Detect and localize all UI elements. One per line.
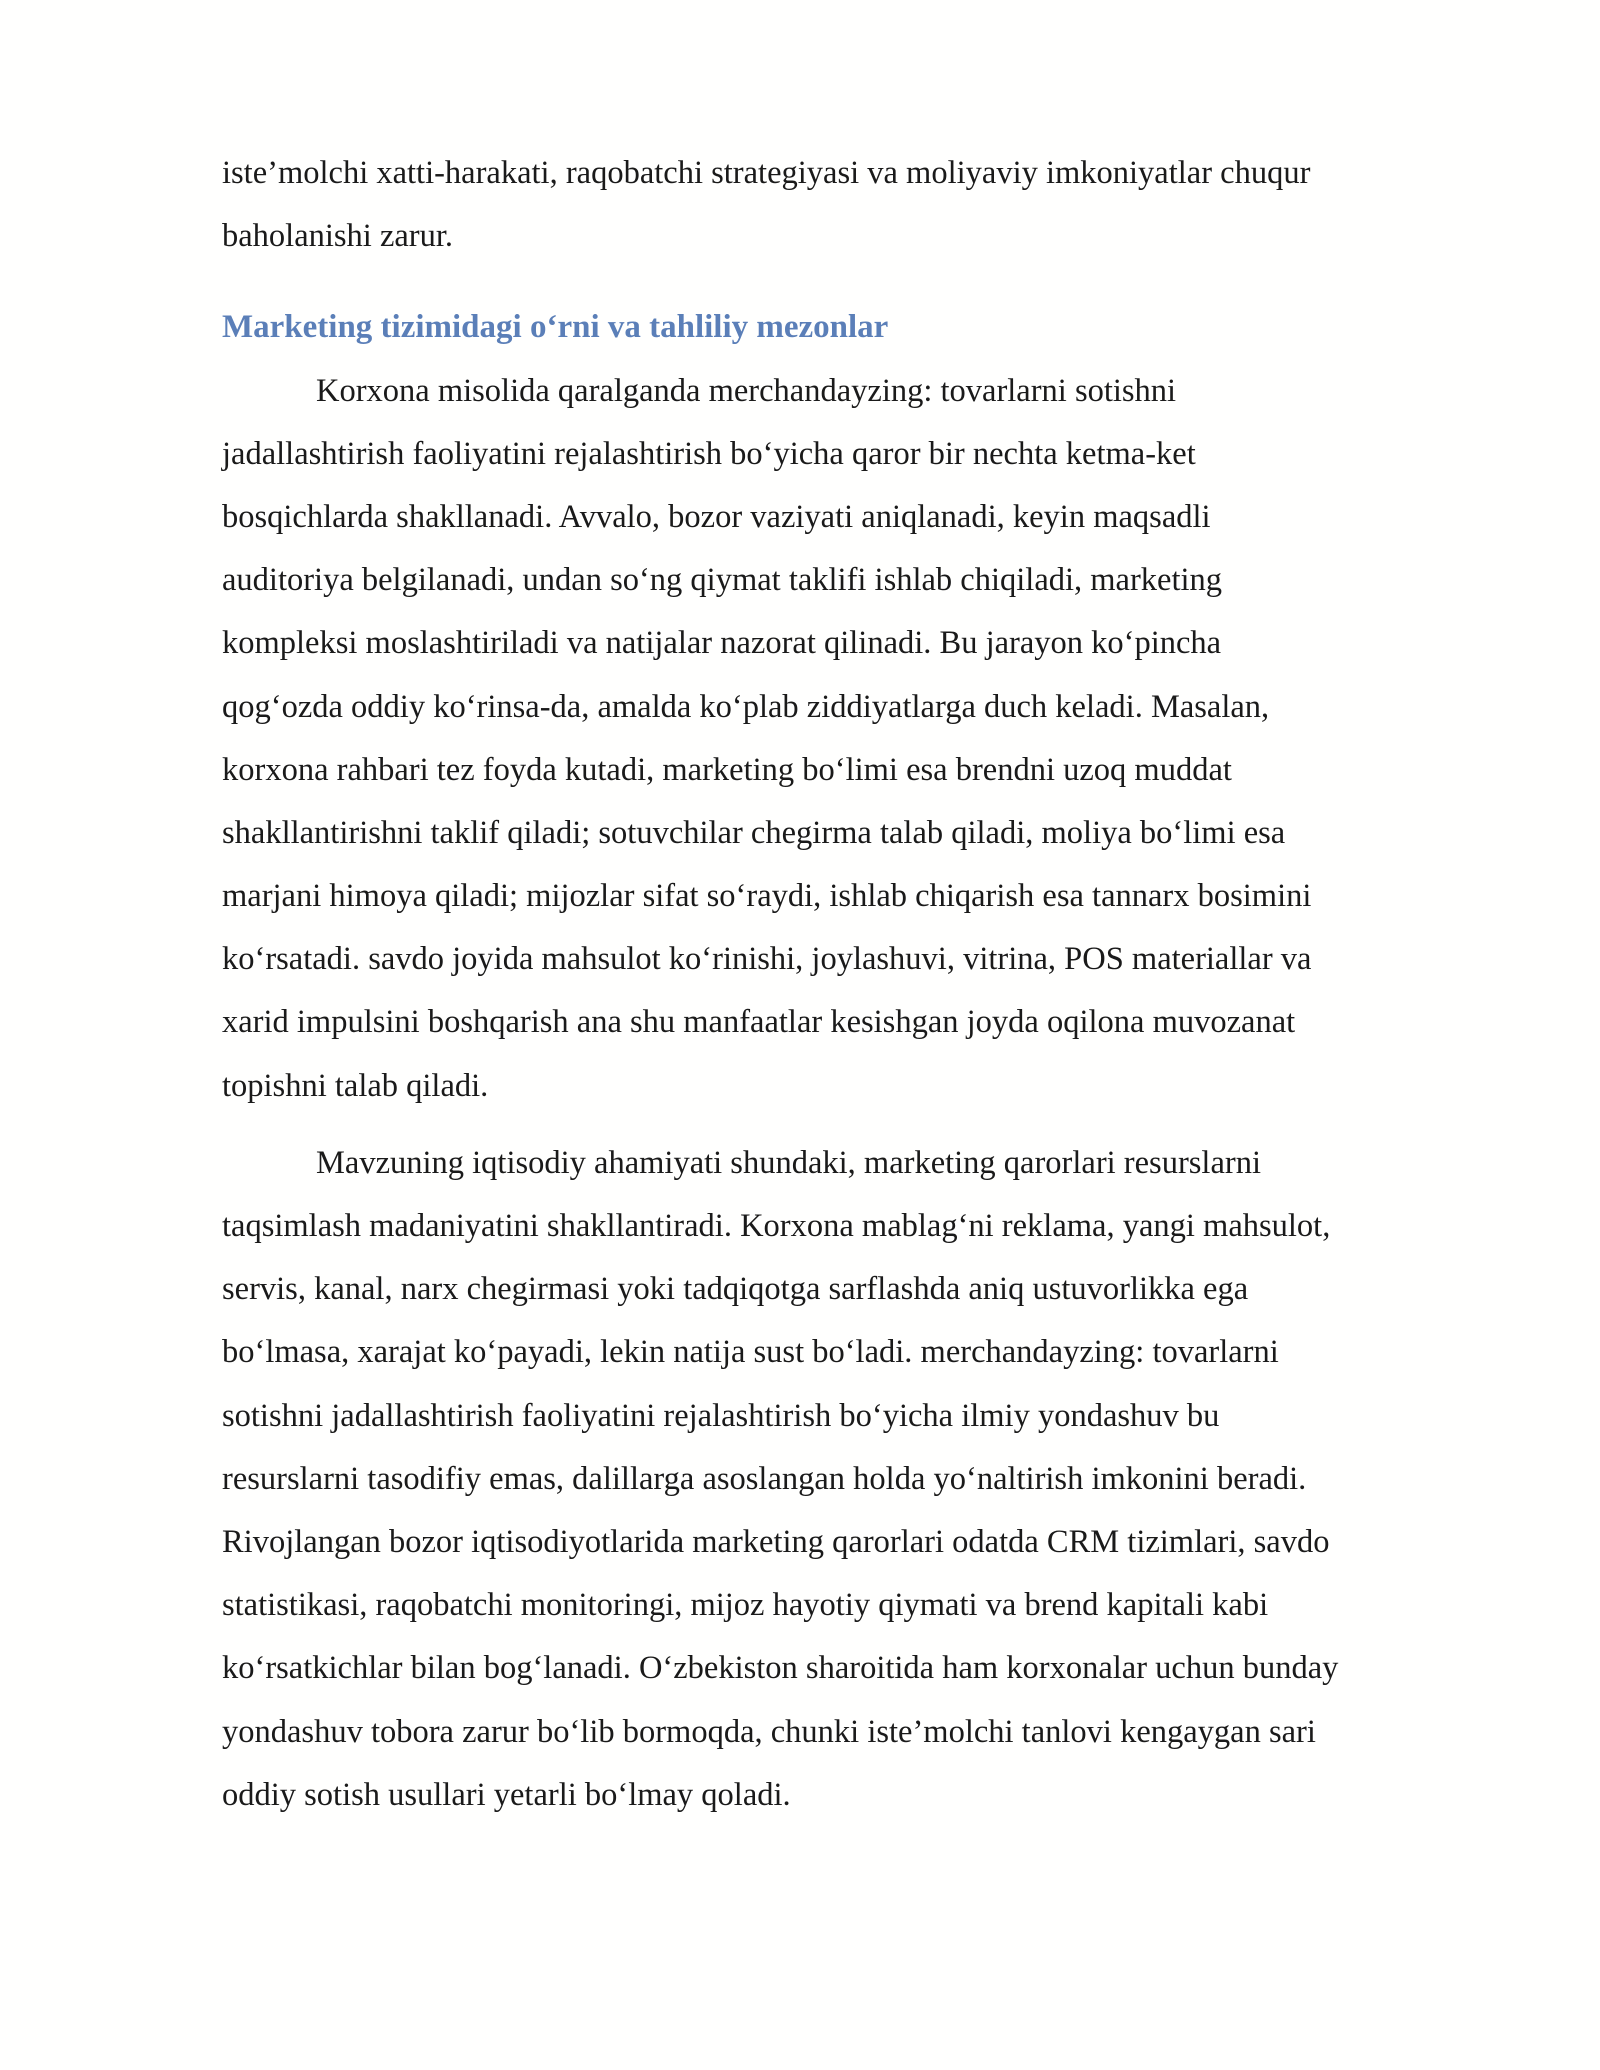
- text-line: bo‘lmasa, xarajat ko‘payadi, lekin natija sust bo‘ladi. merchandayzing: tovarlarni: [222, 1334, 1279, 1371]
- text-line: sotishni jadallashtirish faoliyatini rejalashtirish bo‘yicha ilmiy yondashuv bu: [222, 1397, 1220, 1434]
- text-line: jadallashtirish faoliyatini rejalashtirish bo‘yicha qaror bir nechta ketma-ket: [222, 435, 1196, 472]
- text-line: marjani himoya qiladi; mijozlar sifat so‘raydi, ishlab chiqarish esa tannarx bosimini: [222, 878, 1312, 915]
- text-line: shakllantirishni taklif qiladi; sotuvchilar chegirma talab qiladi, moliya bo‘limi esa: [222, 814, 1286, 851]
- text-line: auditoriya belgilanadi, undan so‘ng qiymat taklifi ishlab chiqiladi, marketing: [222, 562, 1223, 599]
- text-line: oddiy sotish usullari yetarli bo‘lmay qoladi.: [222, 1776, 791, 1813]
- text-line: Korxona misolida qaralganda merchandayzing: tovarlarni sotishni: [316, 372, 1177, 409]
- text-line: ko‘rsatkichlar bilan bog‘lanadi. O‘zbekiston sharoitida ham korxonalar uchun bunday: [222, 1650, 1339, 1687]
- text-line: ko‘rsatadi. savdo joyida mahsulot ko‘rinishi, joylashuvi, vitrina, POS materiallar va: [222, 941, 1312, 978]
- section-heading: Marketing tizimidagi o‘rni va tahliliy mezonlar: [222, 309, 889, 346]
- intro-paragraph: [222, 142, 1482, 268]
- paragraph-1: [222, 360, 1482, 1118]
- text-line: iste’molchi xatti-harakati, raqobatchi strategiyasi va moliyaviy imkoniyatlar chuqur: [222, 155, 1311, 191]
- text-line: yondashuv tobora zarur bo‘lib bormoqda, chunki iste’molchi tanlovi kengaygan sari: [222, 1713, 1316, 1750]
- text-line: bosqichlarda shakllanadi. Avvalo, bozor vaziyati aniqlanadi, keyin maqsadli: [222, 498, 1211, 535]
- document-body: [222, 142, 1482, 1827]
- text-line: Mavzuning iqtisodiy ahamiyati shundaki, marketing qarorlari resurslarni: [316, 1144, 1261, 1181]
- text-line: baholanishi zarur.: [222, 218, 454, 255]
- text-line: korxona rahbari tez foyda kutadi, marketing bo‘limi esa brendni uzoq muddat: [222, 751, 1232, 788]
- text-line: taqsimlash madaniyatini shakllantiradi. Korxona mablag‘ni reklama, yangi mahsulot,: [222, 1208, 1331, 1244]
- text-line: Rivojlangan bozor iqtisodiyotlarida marketing qarorlari odatda CRM tizimlari, savdo: [222, 1523, 1330, 1560]
- text-line: qog‘ozda oddiy ko‘rinsa-da, amalda ko‘plab ziddiyatlarga duch keladi. Masalan,: [222, 688, 1270, 725]
- text-line: resurslarni tasodifiy emas, dalillarga asoslangan holda yo‘naltirish imkonini beradi.: [222, 1460, 1307, 1497]
- paragraph-2: [222, 1132, 1482, 1827]
- text-line: statistikasi, raqobatchi monitoringi, mijoz hayotiy qiymati va brend kapitali kabi: [222, 1587, 1269, 1624]
- text-line: xarid impulsini boshqarish ana shu manfaatlar kesishgan joyda oqilona muvozanat: [222, 1004, 1296, 1041]
- text-line: kompleksi moslashtiriladi va natijalar nazorat qilinadi. Bu jarayon ko‘pincha: [222, 625, 1222, 662]
- text-line: servis, kanal, narx chegirmasi yoki tadqiqotga sarflashda aniq ustuvorlikka ega: [222, 1271, 1249, 1308]
- text-line: topishni talab qiladi.: [222, 1067, 489, 1104]
